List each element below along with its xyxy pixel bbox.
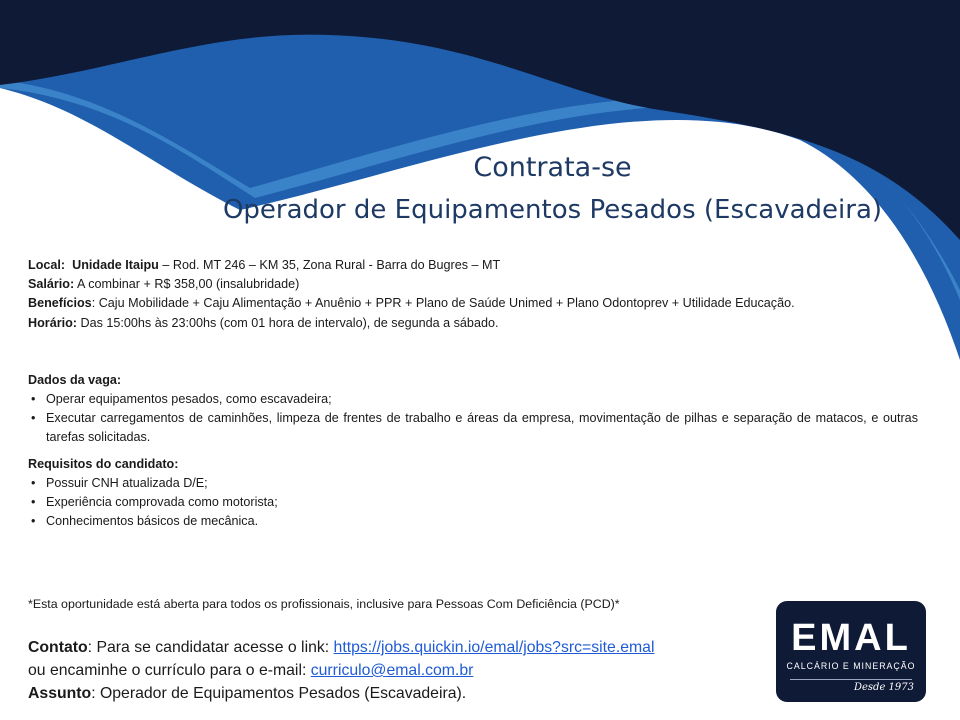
- list-item: • Conhecimentos básicos de mecânica.: [28, 512, 918, 531]
- contact-label: Contato: [28, 639, 88, 656]
- email-text: ou encaminhe o currículo para o e-mail:: [28, 662, 311, 679]
- logo-subtitle: CALCÁRIO E MINERAÇÃO: [786, 661, 916, 671]
- benefits-text: : Caju Mobilidade + Caju Alimentação + Anuênio + PPR + Plano de Saúde Unimed + Plano Odontoprev + Utilidade Educação.: [91, 296, 795, 311]
- requirements-heading: Requisitos do candidato:: [28, 457, 179, 471]
- subject-line: [28, 682, 654, 705]
- schedule-text: Das 15:00hs às 23:00hs (com 01 hora de intervalo), de segunda a sábado.: [76, 315, 499, 330]
- location-text: – Rod. MT 246 – KM 35, Zona Rural - Barra do Bugres – MT: [158, 258, 501, 272]
- list-item: • Operar equipamentos pesados, como escavadeira;: [28, 390, 918, 409]
- email-line: [28, 659, 654, 682]
- application-link[interactable]: https://jobs.quickin.io/emal/jobs?src=site.emal: [333, 639, 655, 656]
- schedule-label: Horário:: [28, 315, 77, 330]
- page-title: Contrata-se: [473, 152, 632, 183]
- list-item: • Executar carregamentos de caminhões, limpeza de frentes de trabalho e áreas da empresa, movimentação de pilhas e separação de matacos, e outras tarefas solicitadas.: [28, 409, 918, 447]
- job-details-section: [28, 371, 918, 447]
- list-item: • Experiência comprovada como motorista;: [28, 493, 918, 512]
- location-label: Local:: [28, 258, 66, 272]
- job-details-heading: Dados da vaga:: [28, 373, 122, 387]
- company-logo: [776, 601, 926, 702]
- subject-text: : Operador de Equipamentos Pesados (Escavadeira).: [91, 685, 467, 702]
- requirements-section: [28, 455, 918, 531]
- logo-wordmark: EMAL: [791, 617, 911, 659]
- benefits-line: [28, 294, 795, 313]
- subject-label: Assunto: [28, 685, 92, 702]
- list-item: • Possuir CNH atualizada D/E;: [28, 474, 918, 493]
- job-info: [28, 256, 795, 333]
- contact-block: [28, 636, 654, 705]
- inclusion-note: *Esta oportunidade está aberta para todos os profissionais, inclusive para Pessoas Com Deficiência (PCD)*: [28, 597, 620, 611]
- location-line: [28, 256, 795, 275]
- salary-label: Salário:: [28, 277, 75, 292]
- salary-line: [28, 275, 795, 294]
- job-details-list: [28, 390, 918, 447]
- contact-line: [28, 636, 654, 659]
- location-unit: Unidade Itaipu: [72, 258, 159, 272]
- logo-since: Desde 1973: [853, 682, 914, 693]
- requirements-list: [28, 474, 918, 531]
- logo-divider: [790, 679, 912, 680]
- job-title: Operador de Equipamentos Pesados (Escavadeira): [222, 195, 883, 225]
- schedule-line: [28, 314, 795, 333]
- salary-text: A combinar + R$ 358,00 (insalubridade): [74, 277, 300, 292]
- benefits-label: Benefícios: [28, 296, 92, 311]
- email-link[interactable]: curriculo@emal.com.br: [310, 662, 474, 679]
- contact-text: : Para se candidatar acesse o link:: [87, 639, 334, 656]
